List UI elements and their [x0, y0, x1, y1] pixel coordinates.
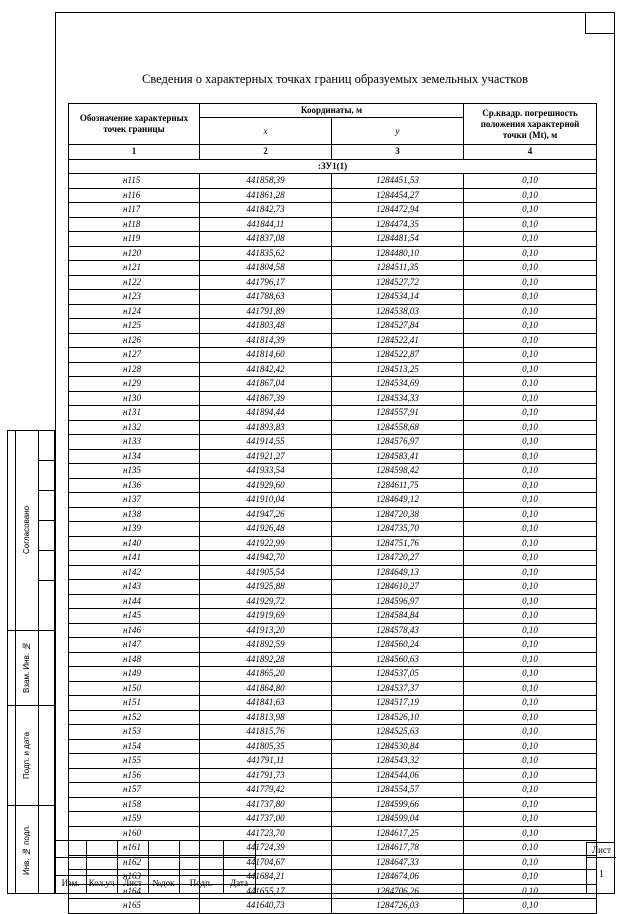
table-row: [69, 638, 597, 653]
y-cell: 1284534,14: [332, 290, 464, 305]
table-row: [69, 406, 597, 421]
x-cell: 441835,62: [200, 246, 332, 261]
point-name-cell: н116: [69, 188, 200, 203]
table-row: [69, 899, 597, 914]
x-cell: 441922,99: [200, 536, 332, 551]
y-cell: 1284584,84: [332, 609, 464, 624]
error-cell: 0,10: [464, 362, 597, 377]
error-cell: 0,10: [464, 377, 597, 392]
point-name-cell: н129: [69, 377, 200, 392]
error-cell: 0,10: [464, 464, 597, 479]
x-cell: 441796,17: [200, 275, 332, 290]
x-cell: 441837,08: [200, 232, 332, 247]
table-row: [69, 565, 597, 580]
table-row: [69, 319, 597, 334]
error-cell: 0,10: [464, 739, 597, 754]
header-point: Обозначение характерных точек границы: [69, 104, 200, 145]
y-cell: 1284647,33: [332, 855, 464, 870]
error-cell: 0,10: [464, 304, 597, 319]
y-cell: 1284517,19: [332, 696, 464, 711]
error-cell: 0,10: [464, 217, 597, 232]
table-body: [69, 145, 597, 914]
error-cell: 0,10: [464, 783, 597, 798]
point-name-cell: н133: [69, 435, 200, 450]
y-cell: 1284617,25: [332, 826, 464, 841]
error-cell: 0,10: [464, 884, 597, 899]
point-name-cell: н124: [69, 304, 200, 319]
point-name-cell: н148: [69, 652, 200, 667]
error-cell: 0,10: [464, 754, 597, 769]
point-name-cell: н163: [69, 870, 200, 885]
x-cell: 441919,69: [200, 609, 332, 624]
point-name-cell: н153: [69, 725, 200, 740]
point-name-cell: н142: [69, 565, 200, 580]
point-name-cell: н160: [69, 826, 200, 841]
table-row: [69, 551, 597, 566]
table-row: [69, 812, 597, 827]
x-cell: 441905,54: [200, 565, 332, 580]
x-cell: 441893,83: [200, 420, 332, 435]
error-cell: 0,10: [464, 565, 597, 580]
parcel-row: [69, 159, 597, 174]
table-row: [69, 304, 597, 319]
table-row: [69, 797, 597, 812]
error-cell: 0,10: [464, 855, 597, 870]
parcel-label: :ЗУ1(1): [69, 159, 597, 174]
x-cell: 441864,80: [200, 681, 332, 696]
table-row: [69, 536, 597, 551]
stamp-label-kol-uch: Кол.уч: [88, 878, 115, 888]
col-number: 1: [69, 145, 200, 160]
point-name-cell: н156: [69, 768, 200, 783]
table-row: [69, 333, 597, 348]
x-cell: 441841,63: [200, 696, 332, 711]
y-cell: 1284511,35: [332, 261, 464, 276]
table-row: [69, 377, 597, 392]
x-cell: 441865,20: [200, 667, 332, 682]
x-cell: 441814,39: [200, 333, 332, 348]
error-cell: 0,10: [464, 275, 597, 290]
table-row: [69, 725, 597, 740]
x-cell: 441844,11: [200, 217, 332, 232]
point-name-cell: н155: [69, 754, 200, 769]
error-cell: 0,10: [464, 232, 597, 247]
point-name-cell: н162: [69, 855, 200, 870]
error-cell: 0,10: [464, 623, 597, 638]
error-cell: 0,10: [464, 580, 597, 595]
y-cell: 1284543,32: [332, 754, 464, 769]
y-cell: 1284578,43: [332, 623, 464, 638]
error-cell: 0,10: [464, 449, 597, 464]
x-cell: 441814,60: [200, 348, 332, 363]
error-cell: 0,10: [464, 797, 597, 812]
table-row: [69, 464, 597, 479]
table-row: [69, 739, 597, 754]
y-cell: 1284480,10: [332, 246, 464, 261]
table-row: [69, 696, 597, 711]
table-row: [69, 681, 597, 696]
x-cell: 441724,39: [200, 841, 332, 856]
point-name-cell: н164: [69, 884, 200, 899]
x-cell: 441925,88: [200, 580, 332, 595]
y-cell: 1284481,54: [332, 232, 464, 247]
error-cell: 0,10: [464, 507, 597, 522]
header-x: x: [200, 118, 332, 145]
table-row: [69, 435, 597, 450]
table-row: [69, 261, 597, 276]
table-row: [69, 478, 597, 493]
point-name-cell: н122: [69, 275, 200, 290]
y-cell: 1284598,42: [332, 464, 464, 479]
error-cell: 0,10: [464, 696, 597, 711]
x-cell: 441684,21: [200, 870, 332, 885]
x-cell: 441640,73: [200, 899, 332, 914]
error-cell: 0,10: [464, 319, 597, 334]
y-cell: 1284649,12: [332, 493, 464, 508]
document-title: Сведения о характерных точках границ образуемых земельных участков: [141, 72, 529, 86]
error-cell: 0,10: [464, 826, 597, 841]
error-cell: 0,10: [464, 536, 597, 551]
table-row: [69, 507, 597, 522]
col-number: 4: [464, 145, 597, 160]
x-cell: 441655,17: [200, 884, 332, 899]
y-cell: 1284554,57: [332, 783, 464, 798]
point-name-cell: н151: [69, 696, 200, 711]
y-cell: 1284706,26: [332, 884, 464, 899]
table-row: [69, 362, 597, 377]
stamp-label-izm: Изм.: [61, 878, 80, 888]
table-row: [69, 754, 597, 769]
y-cell: 1284720,27: [332, 551, 464, 566]
table-row: [69, 493, 597, 508]
y-cell: 1284451,53: [332, 174, 464, 189]
y-cell: 1284735,70: [332, 522, 464, 537]
x-cell: 441704,67: [200, 855, 332, 870]
point-name-cell: н143: [69, 580, 200, 595]
x-cell: 441842,42: [200, 362, 332, 377]
y-cell: 1284472,94: [332, 203, 464, 218]
table-row: [69, 768, 597, 783]
point-name-cell: н117: [69, 203, 200, 218]
x-cell: 441921,27: [200, 449, 332, 464]
point-name-cell: н136: [69, 478, 200, 493]
x-cell: 441892,59: [200, 638, 332, 653]
side-label-inv-podl: Инв. № подл.: [22, 824, 31, 875]
point-name-cell: н121: [69, 261, 200, 276]
y-cell: 1284527,72: [332, 275, 464, 290]
sheet-number-box: [586, 842, 615, 894]
col-number: 3: [332, 145, 464, 160]
error-cell: 0,10: [464, 870, 597, 885]
table-row: [69, 420, 597, 435]
x-cell: 441788,63: [200, 290, 332, 305]
y-cell: 1284534,33: [332, 391, 464, 406]
error-cell: 0,10: [464, 203, 597, 218]
table-row: [69, 348, 597, 363]
error-cell: 0,10: [464, 246, 597, 261]
y-cell: 1284726,03: [332, 899, 464, 914]
x-cell: 441942,70: [200, 551, 332, 566]
stamp-label-ndok: №док: [152, 878, 175, 888]
y-cell: 1284534,69: [332, 377, 464, 392]
point-name-cell: н134: [69, 449, 200, 464]
error-cell: 0,10: [464, 812, 597, 827]
error-cell: 0,10: [464, 406, 597, 421]
x-cell: 441804,58: [200, 261, 332, 276]
x-cell: 441813,98: [200, 710, 332, 725]
x-cell: 441737,80: [200, 797, 332, 812]
side-approval-strip: [7, 430, 55, 894]
y-cell: 1284522,87: [332, 348, 464, 363]
y-cell: 1284557,91: [332, 406, 464, 421]
y-cell: 1284537,05: [332, 667, 464, 682]
y-cell: 1284751,76: [332, 536, 464, 551]
table-row: [69, 667, 597, 682]
point-name-cell: н128: [69, 362, 200, 377]
point-name-cell: н158: [69, 797, 200, 812]
point-name-cell: н150: [69, 681, 200, 696]
x-cell: 441867,04: [200, 377, 332, 392]
y-cell: 1284527,84: [332, 319, 464, 334]
point-name-cell: н141: [69, 551, 200, 566]
y-cell: 1284611,75: [332, 478, 464, 493]
error-cell: 0,10: [464, 493, 597, 508]
column-numbers-row: [69, 145, 597, 160]
x-cell: 441929,60: [200, 478, 332, 493]
error-cell: 0,10: [464, 841, 597, 856]
point-name-cell: н146: [69, 623, 200, 638]
x-cell: 441910,04: [200, 493, 332, 508]
x-cell: 441926,48: [200, 522, 332, 537]
point-name-cell: н132: [69, 420, 200, 435]
point-name-cell: н147: [69, 638, 200, 653]
y-cell: 1284560,24: [332, 638, 464, 653]
point-name-cell: н149: [69, 667, 200, 682]
header-coords: Координаты, м: [200, 104, 464, 118]
x-cell: 441892,28: [200, 652, 332, 667]
table-row: [69, 203, 597, 218]
y-cell: 1284599,66: [332, 797, 464, 812]
side-label-agreed: Согласовано: [22, 505, 31, 555]
table-row: [69, 174, 597, 189]
point-name-cell: н157: [69, 783, 200, 798]
table-row: [69, 783, 597, 798]
point-name-cell: н137: [69, 493, 200, 508]
y-cell: 1284560,63: [332, 652, 464, 667]
point-name-cell: н123: [69, 290, 200, 305]
error-cell: 0,10: [464, 609, 597, 624]
table-row: [69, 246, 597, 261]
error-cell: 0,10: [464, 522, 597, 537]
x-cell: 441861,28: [200, 188, 332, 203]
x-cell: 441805,35: [200, 739, 332, 754]
y-cell: 1284610,27: [332, 580, 464, 595]
x-cell: 441723,70: [200, 826, 332, 841]
y-cell: 1284599,04: [332, 812, 464, 827]
point-name-cell: н120: [69, 246, 200, 261]
point-name-cell: н127: [69, 348, 200, 363]
header-error: Ср.квадр. погрешность положения характерной точки (Mt), м: [464, 104, 597, 145]
table-row: [69, 217, 597, 232]
table-row: [69, 188, 597, 203]
stamp-label-podp: Подп.: [189, 878, 213, 888]
y-cell: 1284576,97: [332, 435, 464, 450]
x-cell: 441947,26: [200, 507, 332, 522]
point-name-cell: н118: [69, 217, 200, 232]
x-cell: 441779,42: [200, 783, 332, 798]
point-name-cell: н161: [69, 841, 200, 856]
point-name-cell: н139: [69, 522, 200, 537]
point-name-cell: н135: [69, 464, 200, 479]
x-cell: 441914,55: [200, 435, 332, 450]
table-row: [69, 594, 597, 609]
point-name-cell: н119: [69, 232, 200, 247]
x-cell: 441791,89: [200, 304, 332, 319]
table-row: [69, 449, 597, 464]
coordinates-table: [68, 103, 597, 914]
x-cell: 441913,20: [200, 623, 332, 638]
point-name-cell: н159: [69, 812, 200, 827]
y-cell: 1284454,27: [332, 188, 464, 203]
y-cell: 1284537,37: [332, 681, 464, 696]
y-cell: 1284583,41: [332, 449, 464, 464]
error-cell: 0,10: [464, 188, 597, 203]
point-name-cell: н144: [69, 594, 200, 609]
y-cell: 1284530,84: [332, 739, 464, 754]
table-row: [69, 290, 597, 305]
y-cell: 1284649,13: [332, 565, 464, 580]
side-label-podp-data: Подп. и дата: [22, 731, 31, 779]
error-cell: 0,10: [464, 435, 597, 450]
header-row: [69, 104, 597, 118]
point-name-cell: н125: [69, 319, 200, 334]
error-cell: 0,10: [464, 638, 597, 653]
y-cell: 1284617,78: [332, 841, 464, 856]
sheet-label: Лист: [592, 845, 611, 855]
x-cell: 441858,39: [200, 174, 332, 189]
corner-box: [585, 12, 615, 34]
stamp-label-data: Дата: [230, 878, 248, 888]
error-cell: 0,10: [464, 290, 597, 305]
point-name-cell: н130: [69, 391, 200, 406]
error-cell: 0,10: [464, 725, 597, 740]
error-cell: 0,10: [464, 710, 597, 725]
error-cell: 0,10: [464, 174, 597, 189]
x-cell: 441894,44: [200, 406, 332, 421]
point-name-cell: н145: [69, 609, 200, 624]
x-cell: 441803,48: [200, 319, 332, 334]
y-cell: 1284558,68: [332, 420, 464, 435]
sheet-number: 1: [599, 869, 604, 880]
point-name-cell: н115: [69, 174, 200, 189]
table-row: [69, 652, 597, 667]
y-cell: 1284674,06: [332, 870, 464, 885]
error-cell: 0,10: [464, 667, 597, 682]
table-row: [69, 275, 597, 290]
error-cell: 0,10: [464, 899, 597, 914]
point-name-cell: н138: [69, 507, 200, 522]
point-name-cell: н126: [69, 333, 200, 348]
error-cell: 0,10: [464, 768, 597, 783]
x-cell: 441933,54: [200, 464, 332, 479]
x-cell: 441737,00: [200, 812, 332, 827]
x-cell: 441842,73: [200, 203, 332, 218]
y-cell: 1284544,06: [332, 768, 464, 783]
table-row: [69, 826, 597, 841]
table-row: [69, 232, 597, 247]
y-cell: 1284522,41: [332, 333, 464, 348]
point-name-cell: н131: [69, 406, 200, 421]
x-cell: 441791,73: [200, 768, 332, 783]
x-cell: 441815,76: [200, 725, 332, 740]
error-cell: 0,10: [464, 652, 597, 667]
table-row: [69, 623, 597, 638]
error-cell: 0,10: [464, 348, 597, 363]
error-cell: 0,10: [464, 333, 597, 348]
y-cell: 1284538,03: [332, 304, 464, 319]
stamp-label-list: Лист: [123, 878, 142, 888]
table-row: [69, 710, 597, 725]
col-number: 2: [200, 145, 332, 160]
table-row: [69, 580, 597, 595]
point-name-cell: н140: [69, 536, 200, 551]
header-y: y: [332, 118, 464, 145]
y-cell: 1284513,25: [332, 362, 464, 377]
point-name-cell: н154: [69, 739, 200, 754]
y-cell: 1284526,10: [332, 710, 464, 725]
table-row: [69, 391, 597, 406]
error-cell: 0,10: [464, 261, 597, 276]
y-cell: 1284596,97: [332, 594, 464, 609]
point-name-cell: н165: [69, 899, 200, 914]
point-name-cell: н152: [69, 710, 200, 725]
table-row: [69, 609, 597, 624]
title-block-stamp: [55, 840, 615, 894]
side-label-vzam: Взам. Инв. №: [22, 641, 31, 694]
x-cell: 441929,72: [200, 594, 332, 609]
y-cell: 1284474,35: [332, 217, 464, 232]
error-cell: 0,10: [464, 391, 597, 406]
x-cell: 441791,11: [200, 754, 332, 769]
table-row: [69, 522, 597, 537]
error-cell: 0,10: [464, 594, 597, 609]
x-cell: 441867,39: [200, 391, 332, 406]
error-cell: 0,10: [464, 420, 597, 435]
error-cell: 0,10: [464, 478, 597, 493]
y-cell: 1284720,38: [332, 507, 464, 522]
error-cell: 0,10: [464, 551, 597, 566]
y-cell: 1284525,63: [332, 725, 464, 740]
error-cell: 0,10: [464, 681, 597, 696]
